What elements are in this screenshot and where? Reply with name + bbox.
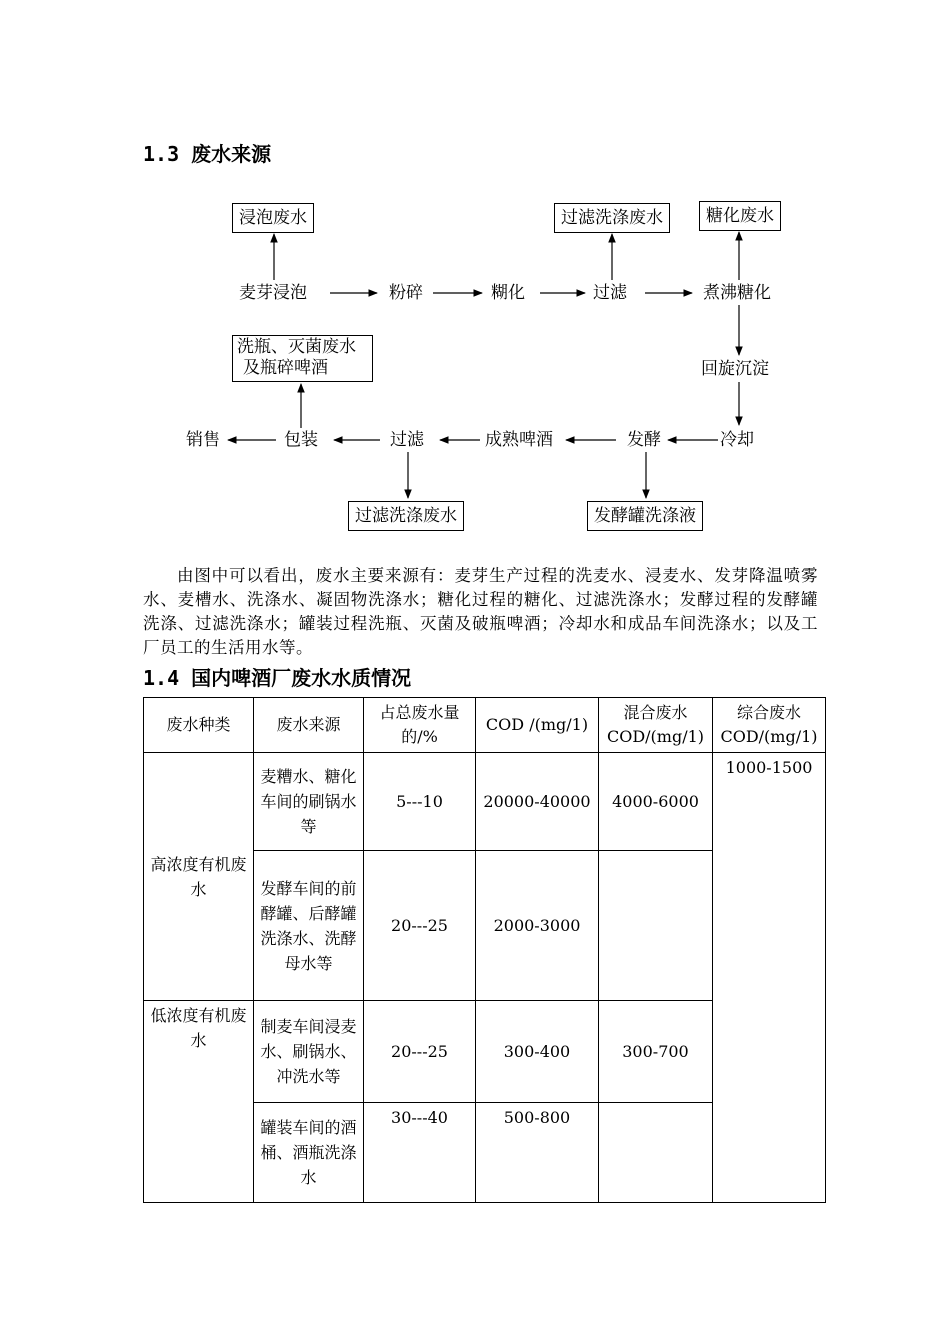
header-cell: 占总废水量的/%	[364, 698, 476, 753]
wastewater-quality-table	[143, 697, 826, 1203]
wastewater-type-cell: 高浓度有机废水	[144, 753, 254, 1001]
step-fermentation: 发酵	[627, 430, 661, 450]
percent-cell: 30---40	[364, 1103, 476, 1203]
source-cell: 发酵车间的前酵罐、后酵罐洗涤水、洗酵母水等	[254, 851, 364, 1001]
header-cell: 废水来源	[254, 698, 364, 753]
cod-cell: 500-800	[476, 1103, 599, 1203]
table-row	[144, 753, 826, 851]
mixed-cod-cell: 300-700	[599, 1001, 713, 1103]
percent-cell: 20---25	[364, 1001, 476, 1103]
header-cell: 废水种类	[144, 698, 254, 753]
mixed-cod-cell-empty	[599, 1103, 713, 1203]
step-malt-soaking: 麦芽浸泡	[239, 283, 307, 303]
cod-cell: 20000-40000	[476, 753, 599, 851]
waste-box-bottle-wash-line1: 洗瓶、灭菌废水	[237, 337, 356, 357]
source-cell: 麦糟水、糖化车间的刷锅水等	[254, 753, 364, 851]
header-cell: 混合废水COD/(mg/1)	[599, 698, 713, 753]
step-sales: 销售	[186, 430, 220, 450]
overall-cod-cell: 1000-1500	[713, 753, 826, 1203]
step-filtering-2: 过滤	[390, 430, 424, 450]
cod-cell: 300-400	[476, 1001, 599, 1103]
waste-box-soaking: 浸泡废水	[232, 203, 314, 233]
header-cell: 综合废水COD/(mg/1)	[713, 698, 826, 753]
section-heading-1-4: 1.4 国内啤酒厂废水水质情况	[143, 666, 412, 690]
step-cooling: 冷却	[720, 430, 754, 450]
mixed-cod-cell: 4000-6000	[599, 753, 713, 851]
section-heading-1-3: 1.3 废水来源	[143, 142, 272, 166]
waste-box-fermenter-wash: 发酵罐洗涤液	[587, 501, 703, 531]
percent-cell: 5---10	[364, 753, 476, 851]
percent-cell: 20---25	[364, 851, 476, 1001]
step-gelatinization: 糊化	[491, 283, 525, 303]
flow-arrows	[0, 0, 950, 540]
header-cell: COD /(mg/1)	[476, 698, 599, 753]
step-crushing: 粉碎	[389, 283, 423, 303]
mixed-cod-cell-empty	[599, 851, 713, 1001]
source-cell: 制麦车间浸麦水、刷锅水、冲洗水等	[254, 1001, 364, 1103]
table-header-row	[144, 698, 826, 753]
step-filtering-1: 过滤	[593, 283, 627, 303]
source-cell: 罐装车间的酒桶、酒瓶洗涤水	[254, 1103, 364, 1203]
step-packaging: 包装	[284, 430, 318, 450]
waste-box-filter-wash-bottom: 过滤洗涤废水	[348, 501, 464, 531]
step-mature-beer: 成熟啤酒	[485, 430, 553, 450]
waste-box-bottle-wash	[232, 335, 373, 382]
waste-box-saccharification: 糖化废水	[699, 201, 781, 231]
cod-cell: 2000-3000	[476, 851, 599, 1001]
wastewater-type-cell: 低浓度有机废水	[144, 1001, 254, 1203]
step-whirlpool: 回旋沉淀	[701, 359, 769, 379]
waste-box-filter-wash-top: 过滤洗涤废水	[554, 203, 670, 233]
step-boiling: 煮沸糖化	[703, 283, 771, 303]
waste-box-bottle-wash-line2: 及瓶碎啤酒	[243, 358, 328, 378]
body-paragraph: 由图中可以看出，废水主要来源有：麦芽生产过程的洗麦水、浸麦水、发芽降温喷雾水、麦槽水、洗涤水、凝固物洗涤水；糖化过程的糖化、过滤洗涤水；发酵过程的发酵罐洗涤、过滤洗涤水；罐装过程洗瓶、灭菌及破瓶啤酒；冷却水和成品车间洗涤水；以及工厂员工的生活用水等。	[143, 565, 818, 657]
